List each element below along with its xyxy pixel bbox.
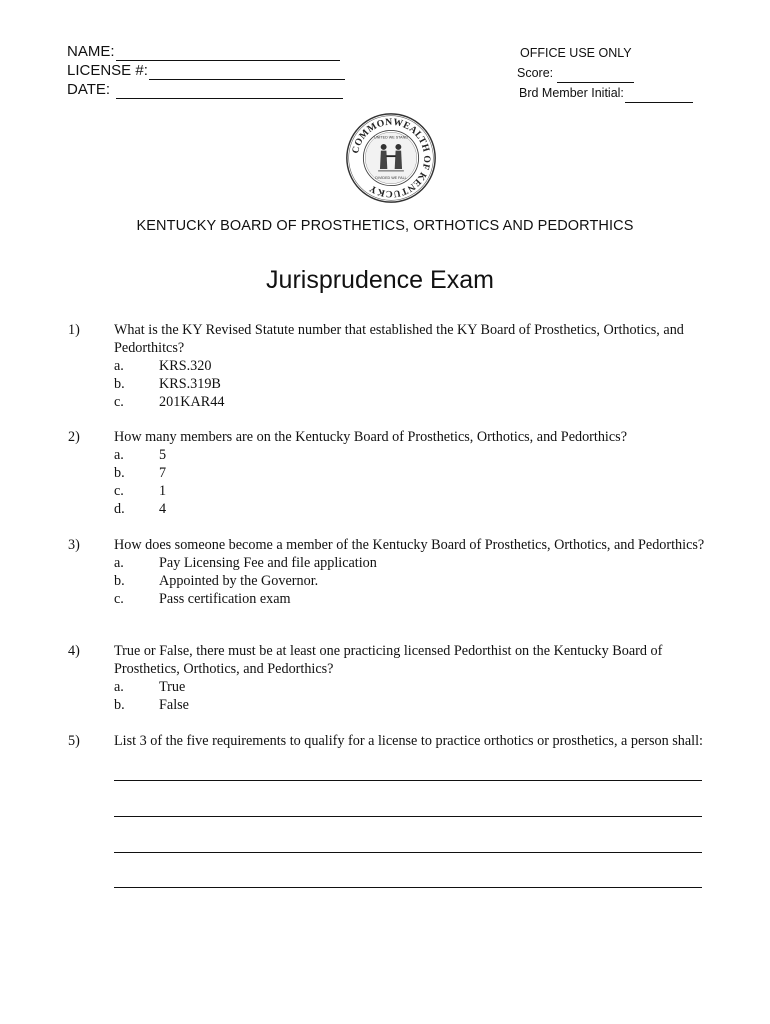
option-text: 201KAR44 [159, 394, 225, 410]
date-blank[interactable] [116, 83, 343, 99]
question-text: What is the KY Revised Statute number that established the KY Board of Prosthetics, Orthotics, and Pedorthitcs? [114, 322, 684, 356]
answer-line-4[interactable] [114, 887, 702, 888]
option-text: True [159, 679, 186, 695]
option-text: Pass certification exam [159, 591, 291, 607]
question-text: True or False, there must be at least one practicing licensed Pedorthist on the Kentucky Board of Prosthetics, Orthotics, and Pedorthics? [114, 643, 663, 677]
option-a[interactable] [114, 678, 714, 696]
option-text: 4 [159, 501, 167, 517]
question-text: List 3 of the five requirements to qualify for a license to practice orthotics or prosthetics, a person shall: [114, 733, 703, 749]
office-use-title: OFFICE USE ONLY [520, 46, 632, 60]
option-a[interactable] [114, 554, 714, 572]
option-a[interactable] [114, 357, 714, 375]
option-text: Appointed by the Governor. [159, 573, 319, 589]
question-number: 3) [68, 537, 80, 553]
question-text: How does someone become a member of the Kentucky Board of Prosthetics, Orthotics, and Pedorthics? [114, 537, 705, 553]
office-use-block [517, 43, 693, 103]
option-letter: a. [114, 555, 124, 571]
option-text: Pay Licensing Fee and file application [159, 555, 377, 571]
name-blank[interactable] [116, 45, 340, 61]
question-number: 4) [68, 643, 80, 659]
question-text: How many members are on the Kentucky Board of Prosthetics, Orthotics, and Pedorthics? [114, 429, 627, 445]
question-number: 5) [68, 733, 80, 749]
option-letter: c. [114, 394, 124, 410]
option-letter: c. [114, 483, 124, 499]
applicant-fields [67, 42, 345, 99]
option-letter: a. [114, 447, 124, 463]
option-text: False [159, 697, 189, 713]
option-letter: c. [114, 591, 124, 607]
board-member-label: Brd Member Initial: [519, 86, 624, 100]
board-member-blank[interactable] [625, 89, 693, 103]
name-label: NAME: [67, 43, 115, 60]
option-text: 5 [159, 447, 167, 463]
option-letter: b. [114, 573, 125, 589]
option-text: KRS.320 [159, 358, 212, 374]
option-text: 1 [159, 483, 167, 499]
date-field-row [67, 80, 345, 99]
option-b[interactable] [114, 375, 714, 393]
board-name: KENTUCKY BOARD OF PROSTHETICS, ORTHOTICS AND PEDORTHICS [136, 218, 634, 234]
exam-title: Jurisprudence Exam [266, 266, 494, 294]
option-text: 7 [159, 465, 167, 481]
score-blank[interactable] [557, 69, 634, 83]
question-number: 2) [68, 429, 80, 445]
answer-line-2[interactable] [114, 816, 702, 817]
option-d[interactable] [114, 500, 714, 518]
license-field-row [67, 61, 345, 80]
option-c[interactable] [114, 590, 714, 608]
option-letter: b. [114, 465, 125, 481]
license-blank[interactable] [149, 64, 345, 80]
option-b[interactable] [114, 696, 714, 714]
option-letter: d. [114, 501, 125, 517]
option-b[interactable] [114, 464, 714, 482]
board-member-row [517, 83, 693, 103]
option-text: KRS.319B [159, 376, 221, 392]
name-field-row [67, 42, 345, 61]
score-label: Score: [517, 66, 554, 80]
seal-text: COMMONWEALTH OF KENTUCKY [350, 116, 433, 200]
seal-motto-top: UNITED WE STAND [374, 135, 408, 140]
kentucky-seal-icon [345, 112, 437, 204]
option-b[interactable] [114, 572, 714, 590]
question-number: 1) [68, 322, 80, 338]
answer-line-1[interactable] [114, 780, 702, 781]
option-c[interactable] [114, 393, 714, 411]
seal-motto-bottom: DIVIDED WE FALL [375, 176, 407, 181]
license-label: LICENSE #: [67, 62, 148, 79]
option-letter: a. [114, 679, 124, 695]
option-letter: b. [114, 697, 125, 713]
answer-line-3[interactable] [114, 852, 702, 853]
option-c[interactable] [114, 482, 714, 500]
option-letter: a. [114, 358, 124, 374]
option-letter: b. [114, 376, 125, 392]
score-row [517, 63, 693, 83]
date-label: DATE: [67, 81, 111, 98]
option-a[interactable] [114, 446, 714, 464]
